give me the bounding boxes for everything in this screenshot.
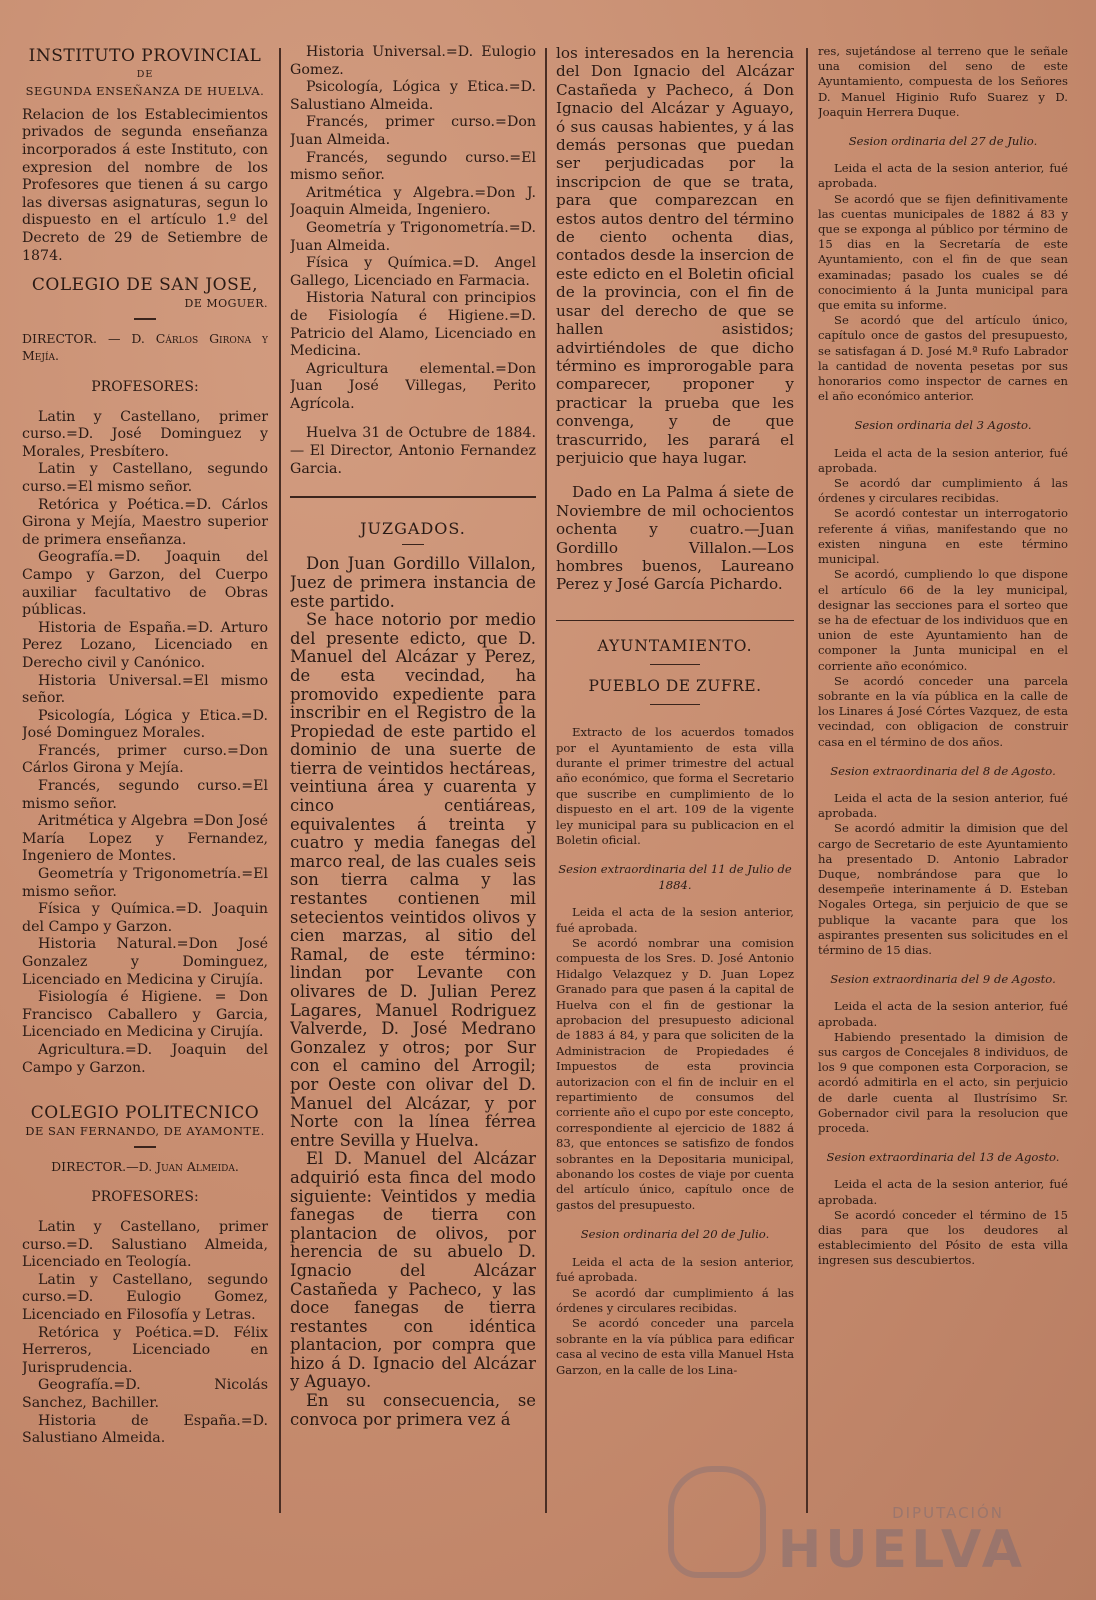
edicto-paragraph: Don Juan Gordillo Villalon, Juez de primera instancia de este partido. (290, 554, 536, 611)
list-item: Geometría y Trigonometría.=El mismo señor. (22, 866, 268, 900)
list-item: Agricultura.=D. Joaquin del Campo y Garzon. (22, 1041, 268, 1076)
list-item: Geometría y Trigonometría.=D. Juan Almeida. (290, 219, 536, 254)
column-2 (290, 44, 536, 1544)
colegio-location: DE SAN FERNANDO, DE AYAMONTE. (25, 1123, 265, 1138)
list-item: Historia Natural con principios de Fisiología é Higiene.=D. Patricio del Alamo, Licenciado en Medicina. (290, 290, 536, 360)
colegio-title: COLEGIO POLITECNICO (30, 1103, 260, 1124)
extract-paragraph: Extracto de los acuerdos tomados por el Ayuntamiento de esta villa durante el primer trimestre del actual año económico, que forma el Secretario que suscribe en cumplimiento de lo dispuesto en el art. 109 de la vigente ley municipal para su publicacion en el Boletin oficial. (556, 725, 794, 847)
session-heading: Sesion ordinaria del 27 de Julio. (848, 134, 1038, 149)
list-item: Historia Natural.=Don José Gonzalez y Dominguez, Licenciado en Medicina y Cirujía. (22, 936, 268, 988)
colegio-title: COLEGIO DE SAN JOSE, (31, 275, 259, 296)
list-item: Francés, primer curso.=Don Cárlos Girona y Mejía. (22, 742, 268, 777)
section-heading: AYUNTAMIENTO. (597, 637, 753, 656)
session-paragraph: res, sujetándose al terreno que le señale una comision del seno de este Ayuntamiento, compuesta de los Señores D. Manuel Higinio Rufo Suarez y D. Joaquin Herrera Duque. (818, 44, 1068, 119)
list-item: Psicología, Lógica y Etica.=D. José Dominguez Morales. (22, 707, 268, 742)
list-item: Francés, segundo curso.=El mismo señor. (22, 778, 268, 812)
section-heading: INSTITUTO PROVINCIAL (28, 46, 262, 66)
session-heading: Sesion extraordinaria del 11 de Julio de 1884. (558, 862, 792, 892)
session-paragraph: Se acordó admitir la dimision que del cargo de Secretario de este Ayuntamiento ha presentado D. Antonio Labrador Duque, nombrándose para que lo desempeñe interinamente á D. Esteban Nogales Ortega, sin perjuicio de que se publique la vacante para que los aspirantes presenten sus solicitudes en el término de 15 dias. (818, 821, 1068, 957)
session-paragraph: Leida el acta de la sesion anterior, fué aprobada. (818, 161, 1068, 191)
session-paragraph: Leida el acta de la sesion anterior, fué aprobada. (818, 999, 1068, 1029)
colegio-director: DIRECTOR.—D. Juan Almeida. (51, 1158, 239, 1174)
divider (134, 318, 156, 320)
edicto-paragraph: En su consecuencia, se convoca por primera vez á (290, 1391, 536, 1429)
profesores-label: PROFESORES: (91, 379, 199, 395)
session-paragraph: Se acordó conceder una parcela sobrante en la vía pública para edificar casa al vecino de esta villa Manuel Hsta Garzon, en la calle de los Lina- (556, 1316, 794, 1377)
session-paragraph: Leida el acta de la sesion anterior, fué aprobada. (818, 790, 1068, 821)
watermark-seal-icon (668, 1466, 766, 1578)
column-rule (279, 48, 281, 1513)
list-item: Retórica y Poética.=D. Félix Herreros, Licenciado en Jurisprudencia. (22, 1324, 268, 1376)
session-heading: Sesion extraordinaria del 9 de Agosto. (830, 972, 1056, 987)
session-heading: Sesion extraordinaria del 13 de Agosto. (826, 1150, 1060, 1165)
section-subheading: SEGUNDA ENSEÑANZA DE HUELVA. (25, 84, 265, 99)
session-paragraph: Se acordó conceder el término de 15 dias para que los deudores al establecimiento del Pósito de esta villa ingresen sus descubiertos. (818, 1207, 1068, 1268)
list-item: Agricultura elemental.=Don Juan José Villegas, Perito Agrícola. (290, 360, 536, 412)
session-heading: Sesion extraordinaria del 8 de Agosto. (830, 763, 1056, 778)
session-paragraph: Se acordó, cumpliendo lo que dispone el artículo 66 de la ley municipal, designar las secciones para el sorteo que se ha de efectuar de los individuos que en union de este Ayuntamiento han de componer la Junta municipal en el corriente año económico. (818, 567, 1068, 673)
column-3 (556, 44, 794, 1544)
list-item: Física y Química.=D. Joaquin del Campo y Garzon. (22, 901, 268, 935)
list-item: Historia Universal.=El mismo señor. (22, 672, 268, 707)
edicto-paragraph: El D. Manuel del Alcázar adquirió esta finca del modo siguiente: Veintidos y media fanegas de tierra con plantacion de olivos, por herencia de su abuelo D. Ignacio del Alcázar Castañeda y Pacheco, y las doce fanegas de tierra restantes con idéntica plantacion, por compra que hizo á D. Ignacio del Alcázar y Aguayo. (290, 1149, 536, 1392)
edicto-paragraph: Dado en La Palma á siete de Noviembre de mil ochocientos ochenta y cuatro.—Juan Gordillo Villalon.—Los hombres buenos, Laureano Perez y José García Pichardo. (556, 483, 794, 594)
session-paragraph: Leida el acta de la sesion anterior, fué aprobada. (818, 445, 1068, 475)
divider (650, 704, 700, 706)
list-item: Francés, primer curso.=Don Juan Almeida. (290, 114, 536, 148)
column-1 (22, 44, 268, 1544)
list-item: Latin y Castellano, primer curso.=D. Salustiano Almeida, Licenciado en Teología. (22, 1219, 268, 1271)
edicto-paragraph: los interesados en la herencia del Don Ignacio del Alcázar Castañeda y Pacheco, á Don Ignacio del Alcázar y Aguayo, ó sus causas habientes, y á las demás personas que puedan ser perjudicadas por la inscripcion de que se trata, para que comparezcan en estos autos dentro del término de ciento ochenta dias, contados desde la insercion de este edicto en el Boletin oficial de la provincia, con el fin de usar del derecho de que se hallen asistidos; advirtiéndoles de que dicho término es improrogable para comparecer, proponer y practicar la prueba que les convenga, y de que trascurrido, les parará el perjuicio que haya lugar. (556, 44, 794, 467)
section-rule (556, 620, 794, 622)
session-paragraph: Se acordó que se fijen definitivamente las cuentas municipales de 1882 á 83 y que se exponga al público por término de 15 dias en la Secretaría de este Ayuntamiento, con el fin de que sean examinadas; pasado los cuales se dé conocimiento á la Junta municipal para que emita su informe. (818, 191, 1068, 313)
list-item: Historia Universal.=D. Eulogio Gomez. (290, 44, 536, 78)
list-item: Aritmética y Algebra =Don José María Lopez y Fernandez, Ingeniero de Montes. (22, 813, 268, 865)
session-paragraph: Se acordó que del artículo único, capítulo once de gastos del presupuesto, se satisfagan á D. José M.ª Rufo Labrador la cantidad de noventa pesetas por sus honorarios como inspector de carnes en el año económico anterior. (818, 313, 1068, 404)
list-item: Geografía.=D. Nicolás Sanchez, Bachiller. (22, 1377, 268, 1411)
intro-paragraph: Relacion de los Establecimientos privados de segunda enseñanza incorporados á este Instituto, con expresion del nombre de los Profesores que tienen á su cargo las diversas asignaturas, segun lo dispuesto en el artículo 1.º del Decreto de 29 de Setiembre de 1874. (22, 106, 268, 264)
session-paragraph: Se acordó dar cumplimiento á las órdenes y circulares recibidas. (818, 476, 1068, 506)
section-rule (290, 496, 536, 498)
list-item: Latin y Castellano, primer curso.=D. José Dominguez y Morales, Presbítero. (22, 408, 268, 460)
profesores-label: PROFESORES: (91, 1189, 199, 1206)
session-paragraph: Leida el acta de la sesion anterior, fué aprobada. (556, 1254, 794, 1285)
list-item: Fisiología é Higiene. = Don Francisco Caballero y Garcia, Licenciado en Medicina y Cirujía. (22, 989, 268, 1041)
watermark-subtext: DIPUTACIÓN (892, 1504, 1004, 1522)
list-item: Latin y Castellano, segundo curso.=El mismo señor. (22, 461, 268, 495)
list-item: Francés, segundo curso.=El mismo señor. (290, 149, 536, 184)
list-item: Geografía.=D. Joaquin del Campo y Garzon, del Cuerpo auxiliar facultativo de Obras públicas. (22, 549, 268, 619)
list-item: Psicología, Lógica y Etica.=D. Salustiano Almeida. (290, 79, 536, 113)
section-heading: PUEBLO DE ZUFRE. (588, 677, 762, 696)
list-item: Aritmética y Algebra.=Don J. Joaquin Almeida, Ingeniero. (290, 184, 536, 219)
edicto-paragraph: Se hace notorio por medio del presente edicto, que D. Manuel del Alcázar y Perez, de esta vecindad, ha promovido expediente para inscribir en el Registro de la Propiedad de este partido el dominio de una suerte de tierra de veintidos hectáreas, veintiuna área y cuarenta y cinco centiáreas, equivalentes á treinta y cuatro y media fanegas del marco real, de las cuales seis son tierra calma y las restantes contienen mil setecientos veintidos olivos y cien marzas, al sitio del Ramal, de este término: lindan por Levante con olivares de D. Julian Perez Lagares, Manuel Rodriguez Valverde, D. José Medrano Gonzalez y otros; por Sur con el camino del Arrogil; por Oeste con olivar del D. Manuel del Alcázar, y por Norte con la línea férrea entre Sevilla y Huelva. (290, 610, 536, 1150)
divider (650, 664, 700, 666)
column-4 (818, 44, 1068, 1544)
column-rule (806, 48, 808, 1513)
list-item: Física y Química.=D. Angel Gallego, Licenciado en Farmacia. (290, 255, 536, 289)
list-item: Latin y Castellano, segundo curso.=D. Eulogio Gomez, Licenciado en Filosofía y Letras. (22, 1271, 268, 1323)
session-paragraph: Leida el acta de la sesion anterior, fué aprobada. (556, 905, 794, 935)
column-rule (545, 48, 547, 1513)
list-item: Historia de España.=D. Salustiano Almeida. (22, 1412, 268, 1447)
signature: Huelva 31 de Octubre de 1884. — El Director, Antonio Fernandez Garcia. (290, 425, 536, 477)
session-heading: Sesion ordinaria del 3 Agosto. (854, 418, 1032, 433)
divider (402, 544, 424, 546)
session-paragraph: Se acordó nombrar una comision compuesta de los Sres. D. José Antonio Hidalgo Velazquez y D. Juan Lopez Granado para que pasen á la capital de Huelva con el fin de gestionar la aprobacion del presupuesto adicional de 1883 á 84, y para que soliciten de la Administracion de Propiedades é Impuestos de esta provincia autorizacion con el fin de incluir en el repartimiento de consumos del corriente año el cupo por este concepto, correspondiente al ejercicio de 1882 á 83, que entonces se satisfizo de fondos sobrantes en la Depositaria municipal, abonando los costes de viaje por cuenta del artículo único, capítulo once de gastos del presupuesto. (556, 935, 794, 1212)
session-paragraph: Se acordó conceder una parcela sobrante en la vía pública en la calle de los Linares á José Córtes Vazquez, de esta vecindad, con obligacion de construir casa en el término de dos años. (818, 673, 1068, 749)
list-item: Historia de España.=D. Arturo Perez Lozano, Licenciado en Derecho civil y Canónico. (22, 619, 268, 671)
session-paragraph: Se acordó dar cumplimiento á las órdenes y circulares recibidas. (556, 1285, 794, 1315)
colegio-location: DE MOGUER. (184, 296, 268, 310)
session-paragraph: Se acordó contestar un interrogatorio referente á viñas, manifestando que no existen ninguna en este término municipal. (818, 506, 1068, 567)
divider (134, 1146, 156, 1148)
watermark-logo: HUELVA (777, 1520, 1026, 1580)
colegio-director: DIRECTOR. — D. Cárlos Girona y Mejía. (22, 330, 268, 364)
session-heading: Sesion ordinaria del 20 de Julio. (580, 1227, 770, 1242)
section-heading: JUZGADOS. (360, 519, 466, 539)
session-paragraph: Habiendo presentado la dimision de sus cargos de Concejales 8 individuos, de los 9 que componen esta Corporacion, se acordó admitirla en el acto, sin perjuicio de darle cuenta al Ilustrísimo Sr. Gobernador civil para la resolucion que proceda. (818, 1029, 1068, 1135)
list-item: Retórica y Poética.=D. Cárlos Girona y Mejía, Maestro superior de primera enseñanza. (22, 496, 268, 548)
session-paragraph: Leida el acta de la sesion anterior, fué aprobada. (818, 1177, 1068, 1207)
section-heading-de: DE (136, 68, 154, 80)
